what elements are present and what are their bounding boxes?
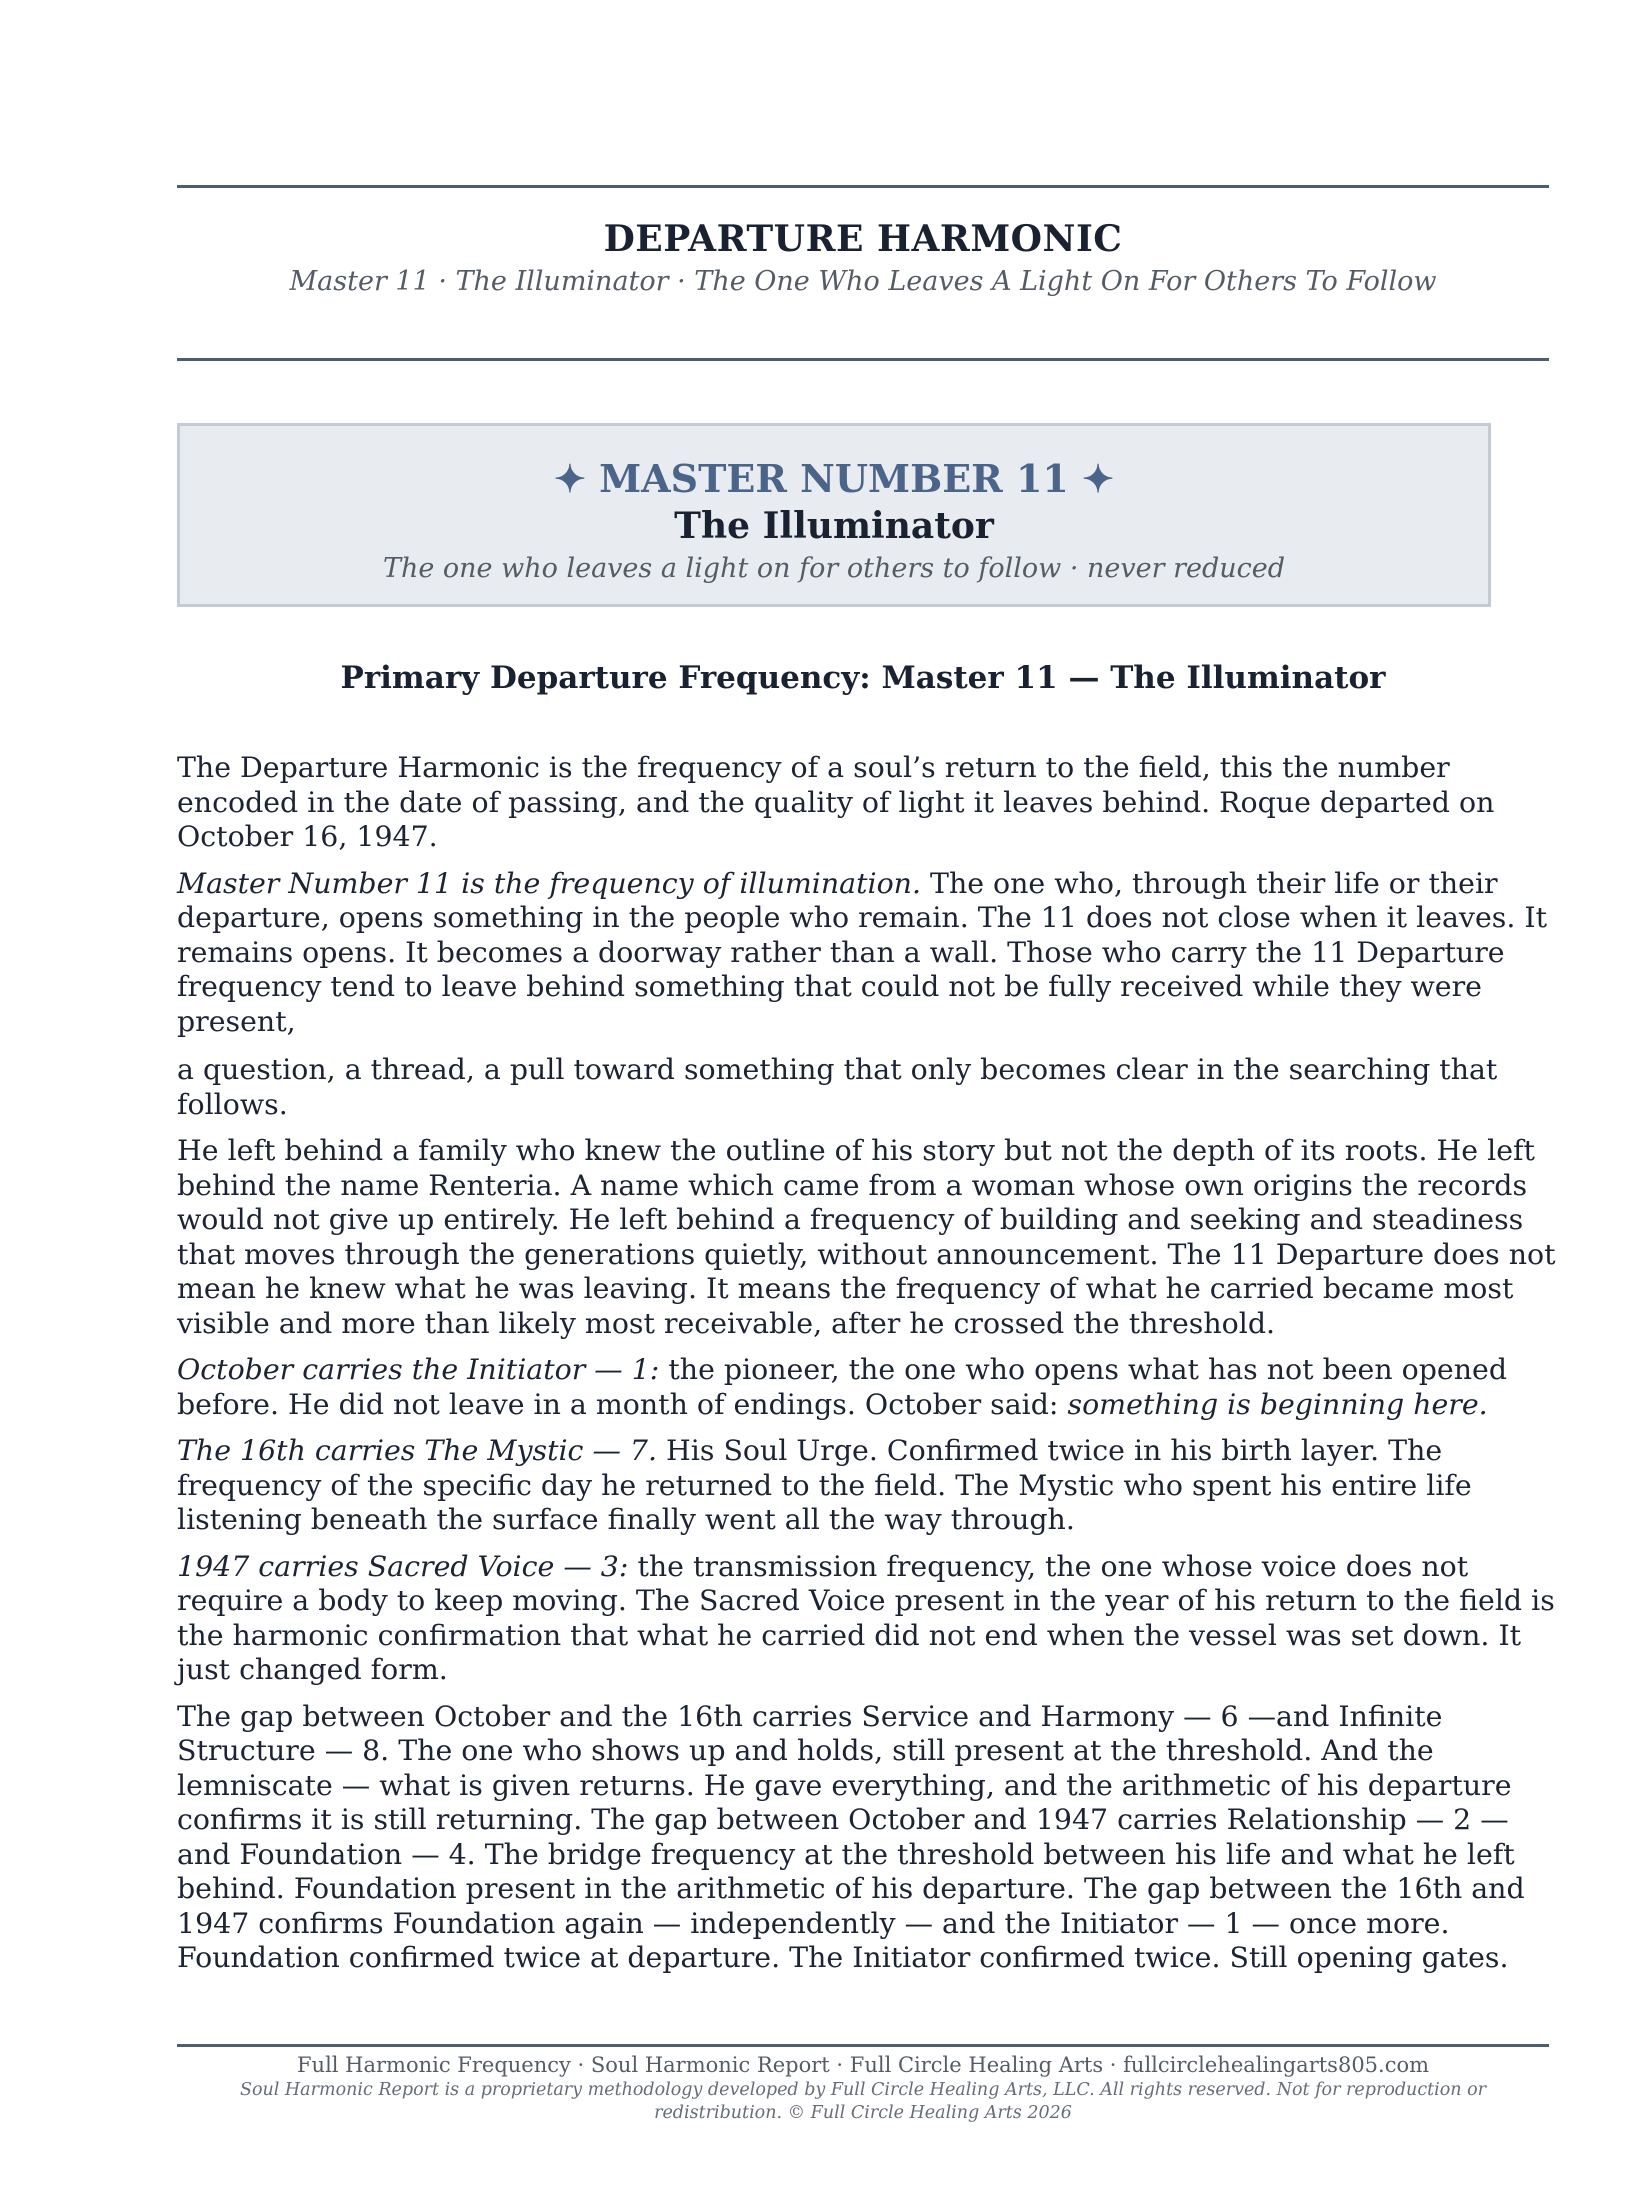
master-number-box: [177, 423, 1491, 607]
master-number-tagline: The one who leaves a light on for others to follow · never reduced: [382, 553, 1286, 584]
paragraph-october-lead: October carries the Initiator — 1:: [177, 1353, 660, 1386]
master-number-name: The Illuminator: [674, 505, 994, 547]
page-title: DEPARTURE HARMONIC: [603, 218, 1123, 260]
paragraph-16th-lead: The 16th carries The Mystic — 7.: [177, 1434, 657, 1467]
footer-copyright-note: Soul Harmonic Report is a proprietary methodology developed by Full Circle Healing Arts, LLC. All rights reserved. Not for reproduction or redistribution. © Full Circle Healing Arts 2026: [239, 2080, 1487, 2123]
paragraph-question: a question, a thread, a pull toward something that only becomes clear in the searching that follows.: [177, 1053, 1498, 1121]
paragraph-master-11: [177, 867, 1557, 1040]
paragraph-intro: The Departure Harmonic is the frequency of a soul’s return to the field, this the number encoded in the date of passing, and the quality of light it leaves behind. Roque departed on October 16, 1947.: [177, 751, 1495, 853]
page-subtitle: Master 11 · The Illuminator · The One Who Leaves A Light On For Others To Follow: [289, 266, 1437, 297]
paragraph-16th-text: His Soul Urge. Confirmed twice in his birth layer. The frequency of the specific day he returned to the field. The Mystic who spent his entire life listening beneath the surface finally went all the way through.: [177, 1434, 1472, 1536]
paragraph-1947: [177, 1550, 1557, 1688]
paragraph-gaps: The gap between October and the 16th carries Service and Harmony — 6 —and Infinite Structure — 8. The one who shows up and holds, still present at the threshold. And the lemniscate — what is given returns. He gave everything, and the arithmetic of his departure confirms it is still returning. The gap between October and 1947 carries Relationship — 2 — and Foundation — 4. The bridge frequency at the threshold between his life and what he left behind. Foundation present in the arithmetic of his departure. The gap between the 16th and 1947 confirms Foundation again — independently — and the Initiator — 1 — once more. Foundation confirmed twice at departure. The Initiator confirmed twice. Still opening gates.: [177, 1699, 1525, 1974]
footer-rule: [177, 2044, 1549, 2047]
paragraph-family: He left behind a family who knew the outline of his story but not the depth of its roots. He left behind the name Renteria. A name which came from a woman whose own origins the records would not give up entirely. He left behind a frequency of building and seeking and steadiness that moves through the generations quietly, without announcement. The 11 Departure does not mean he knew what he was leaving. It means the frequency of what he carried became most visible and more than likely most receivable, after he crossed the threshold.: [177, 1134, 1556, 1340]
paragraph-16th: [177, 1434, 1557, 1538]
paragraph-october-emphasis: something is beginning here.: [1067, 1387, 1488, 1421]
footer-line: Full Harmonic Frequency · Soul Harmonic Report · Full Circle Healing Arts · fullcirclehealingarts805.com: [296, 2053, 1430, 2077]
master-number-heading: ✦ MASTER NUMBER 11 ✦: [554, 456, 1114, 501]
paragraph-1947-text: the transmission frequency, the one whose voice does not require a body to keep moving. The Sacred Voice present in the year of his return to the field is the harmonic confirmation that what he carried did not end when the vessel was set down. It just changed form.: [177, 1549, 1555, 1686]
paragraph-master-11-text: The one who, through their life or their departure, opens something in the people who remain. The 11 does not close when it leaves. It remains opens. It becomes a doorway rather than a wall. Those who carry the 11 Departure frequency tend to leave behind something that could not be fully received while they were present,: [177, 866, 1547, 1038]
body-text: [177, 751, 1557, 1988]
section-heading: Primary Departure Frequency: Master 11 — The Illuminator: [340, 660, 1386, 696]
paragraph-october-text: the pioneer, the one who opens what has not been opened before. He did not leave in a month of endings. October said:: [177, 1353, 1507, 1421]
paragraph-master-11-lead: Master Number 11 is the frequency of illumination.: [177, 866, 921, 900]
paragraph-october: [177, 1353, 1557, 1422]
paragraph-1947-lead: 1947 carries Sacred Voice — 3:: [177, 1549, 629, 1583]
header-bottom-rule: [177, 358, 1549, 361]
header-top-rule: [177, 185, 1549, 188]
